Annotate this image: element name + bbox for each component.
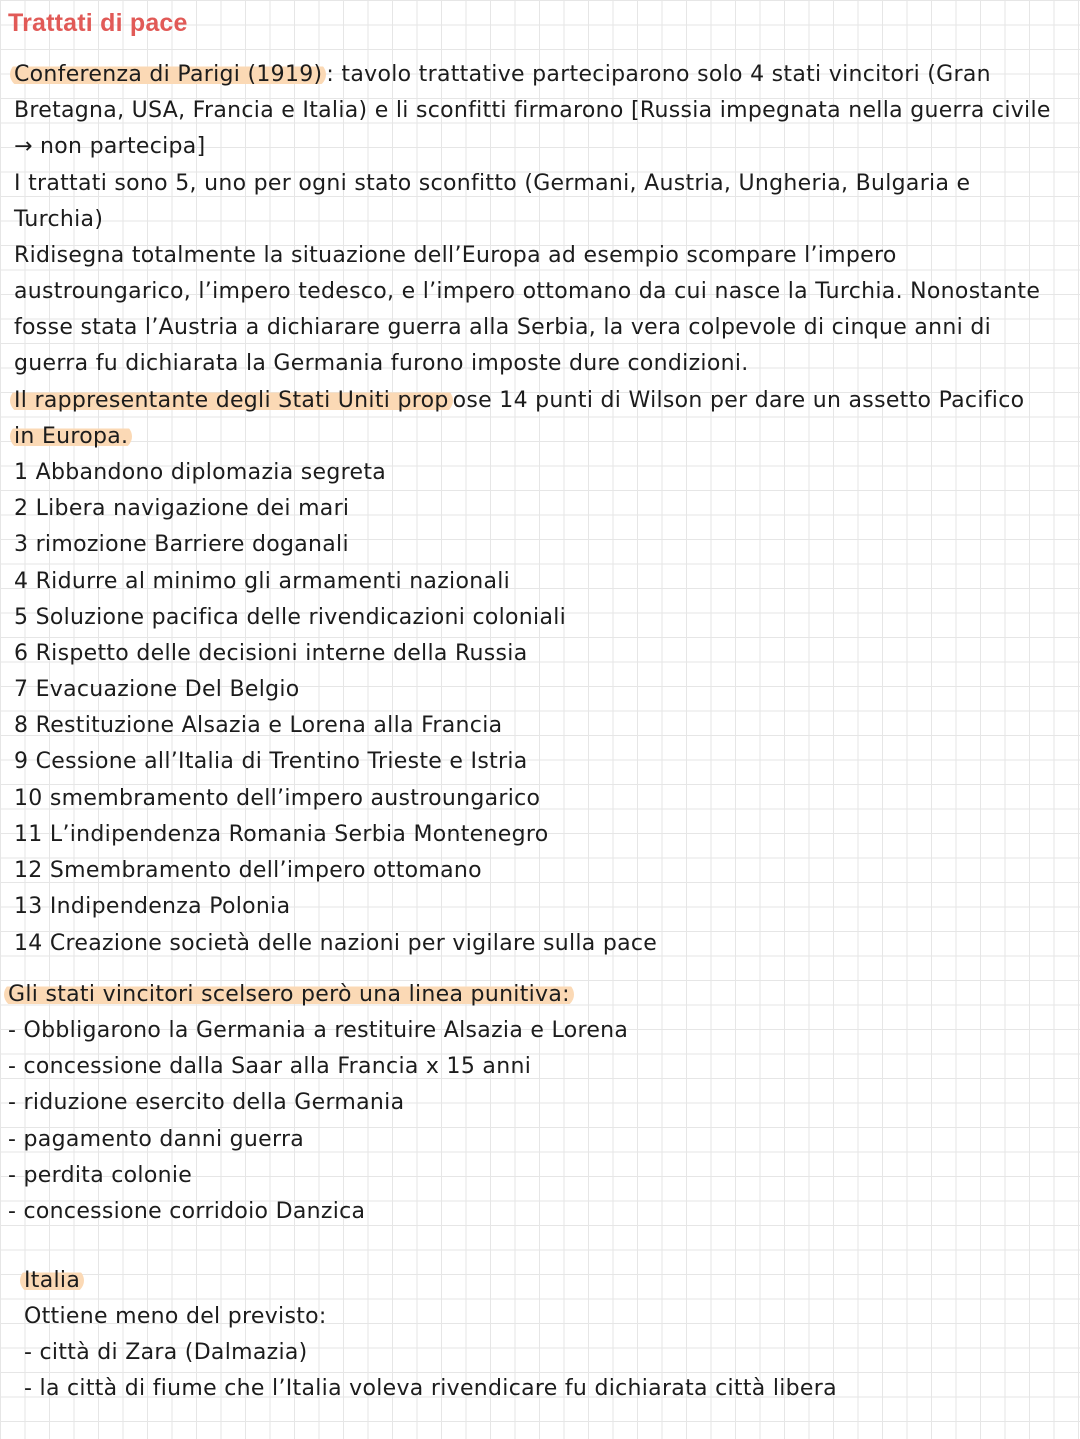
- punitive-heading: [8, 980, 574, 1010]
- wilson-point: 3 rimozione Barriere doganali: [14, 532, 349, 557]
- intro-line-5: Turchia): [14, 207, 104, 232]
- intro-line-1: [14, 60, 991, 90]
- intro-line-7: austroungarico, l’impero tedesco, e l’impero ottomano da cui nasce la Turchia. Nonostante: [14, 279, 1041, 304]
- wilson-point: 4 Ridurre al minimo gli armamenti nazionali: [14, 569, 511, 594]
- wilson-point: 9 Cessione all’Italia di Trentino Trieste e Istria: [14, 749, 528, 774]
- punitive-item: - pagamento danni guerra: [8, 1127, 305, 1152]
- intro-line-1-rest: : tavolo trattative parteciparono solo 4 stati vincitori (Gran: [326, 62, 991, 87]
- intro-line-2: Bretagna, USA, Francia e Italia) e li sconfitti firmarono [Russia impegnata nella guerra civile: [14, 98, 1051, 123]
- intro-line-10-rest: ose 14 punti di Wilson per dare un assetto Pacifico: [452, 388, 1025, 413]
- wilson-point: 7 Evacuazione Del Belgio: [14, 677, 300, 702]
- wilson-point: 10 smembramento dell’impero austroungarico: [14, 786, 541, 811]
- wilson-point: 5 Soluzione pacifica delle rivendicazioni coloniali: [14, 605, 567, 630]
- wilson-point: 11 L’indipendenza Romania Serbia Montenegro: [14, 822, 549, 847]
- intro-line-11: [14, 422, 132, 452]
- intro-line-8: fosse stata l’Austria a dichiarare guerra alla Serbia, la vera colpevole di cinque anni di: [14, 315, 991, 340]
- intro-line-9: guerra fu dichiarata la Germania furono imposte dure condizioni.: [14, 351, 749, 376]
- italia-line-3: - la città di fiume che l’Italia voleva rivendicare fu dichiarata città libera: [24, 1376, 837, 1401]
- wilson-point: 13 Indipendenza Polonia: [14, 894, 291, 919]
- highlight-us-representative: Il rappresentante degli Stati Uniti prop: [10, 388, 453, 413]
- intro-line-6: Ridisegna totalmente la situazione dell’Europa ad esempio scompare l’impero: [14, 243, 897, 268]
- punitive-item: - concessione dalla Saar alla Francia x 15 anni: [8, 1054, 532, 1079]
- italia-line-2: - città di Zara (Dalmazia): [24, 1340, 308, 1365]
- wilson-point: 6 Rispetto delle decisioni interne della Russia: [14, 641, 528, 666]
- wilson-point: 1 Abbandono diplomazia segreta: [14, 460, 387, 485]
- wilson-point: 14 Creazione società delle nazioni per vigilare sulla pace: [14, 931, 658, 956]
- wilson-point: 8 Restituzione Alsazia e Lorena alla Francia: [14, 713, 503, 738]
- punitive-item: - perdita colonie: [8, 1163, 193, 1188]
- intro-line-3: → non partecipa]: [14, 134, 206, 159]
- punitive-item: - riduzione esercito della Germania: [8, 1090, 405, 1115]
- italia-heading: [24, 1266, 84, 1296]
- intro-line-10: [14, 386, 1024, 416]
- wilson-point: 12 Smembramento dell’impero ottomano: [14, 858, 482, 883]
- italia-line-1: Ottiene meno del previsto:: [24, 1304, 327, 1329]
- highlight-conference: Conferenza di Parigi (1919): [10, 62, 326, 87]
- punitive-item: - concessione corridoio Danzica: [8, 1199, 366, 1224]
- punitive-item: - Obbligarono la Germania a restituire Alsazia e Lorena: [8, 1018, 629, 1043]
- intro-line-4: I trattati sono 5, uno per ogni stato sconfitto (Germani, Austria, Ungheria, Bulgaria e: [14, 171, 971, 196]
- wilson-point: 2 Libera navigazione dei mari: [14, 496, 350, 521]
- highlight-italia: Italia: [20, 1268, 84, 1293]
- highlight-in-europa: in Europa.: [10, 424, 132, 449]
- highlight-punitive: Gli stati vincitori scelsero però una linea punitiva:: [4, 982, 574, 1007]
- page-title: Trattati di pace: [8, 9, 188, 37]
